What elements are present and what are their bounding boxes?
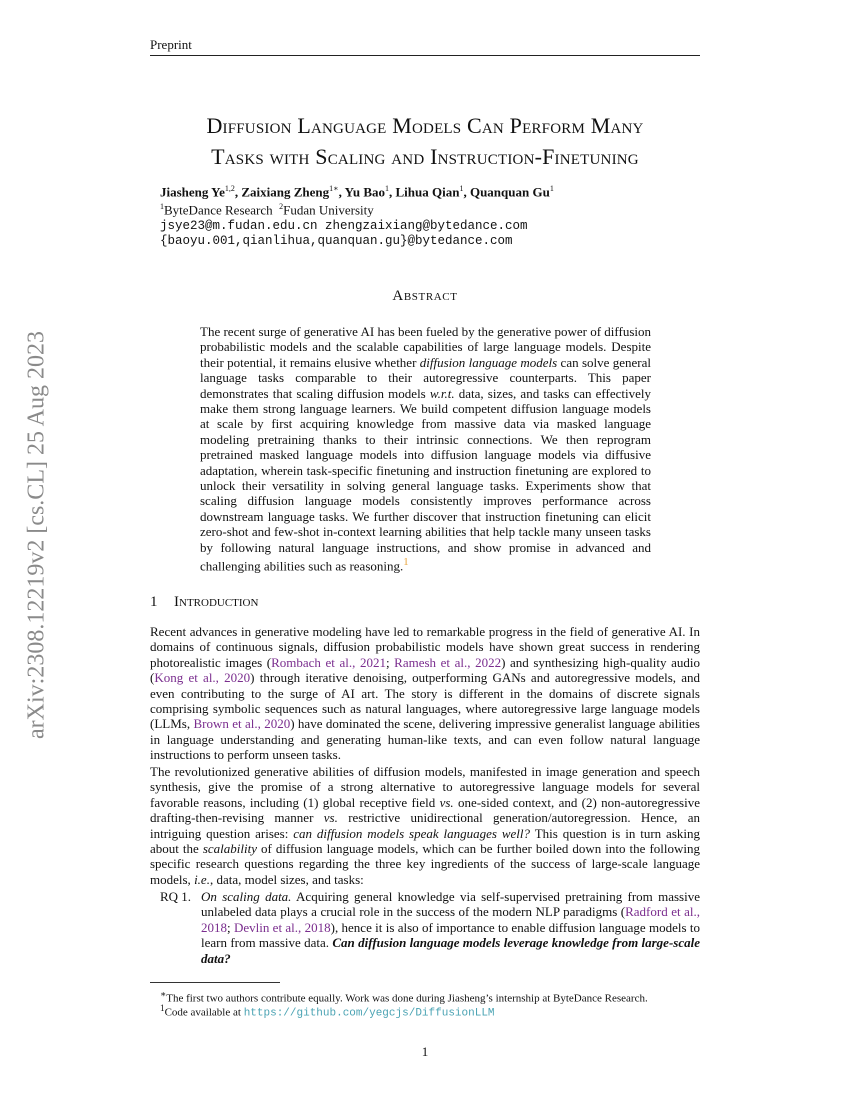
author-emails-line-1[interactable]: jsye23@m.fudan.edu.cn zhengzaixiang@bytedance.com: [160, 219, 528, 233]
author-name: Jiasheng Ye: [160, 184, 225, 200]
intro-paragraph-2: The revolutionized generative abilities of diffusion models, manifested in image generation and speech synthesis, give the promise of a strong alternative to autoregressive language models for several favorable reasons, including (1) global receptive field vs. one-sided context, and (2) non-autoregressive drafting-then-revising manner vs. restrictive unidirectional generation/autoregression. Hence, an intriguing question arises: can diffusion models speak languages well? This question is in turn asking about the scalability of diffusion language models, which can be further boiled down into the following specific research questions regarding the three key ingredients of the success of large-scale language models, i.e., data, model sizes, and tasks:: [150, 764, 701, 887]
footnote-2: $^1$Code available at https://github.com/yegcjs/DiffusionLLM: [160, 1003, 495, 1020]
title-line-1: Diffusion Language Models Can Perform Many: [206, 113, 644, 138]
footnote-1: ∗The first two authors contribute equally. Work was done during Jiasheng’s internship at ByteDance Research.: [160, 989, 648, 1005]
page-number: 1: [421, 1044, 429, 1059]
author-name: Quanquan Gu: [469, 184, 550, 200]
arxiv-watermark: arXiv:2308.12219v2 [cs.CL] 25 Aug 2023: [23, 331, 50, 739]
paper-title: [100, 110, 750, 172]
abstract-heading: Abstract: [392, 288, 458, 304]
footnote-link[interactable]: 1: [403, 556, 409, 569]
citation-link[interactable]: Radford et al., 2018: [201, 904, 700, 935]
citation-link[interactable]: Rombach et al., 2021: [271, 654, 386, 670]
author-name: Lihua Qian: [395, 184, 460, 200]
author-name: Yu Bao: [344, 184, 385, 200]
affiliations: $^1$ByteDance Research $^2$Fudan University: [160, 202, 374, 218]
rq-1-text: On scaling data. Acquiring general knowledge via self-supervised pretraining from massive unlabeled data plays a crucial role in the success of the modern NLP paradigms (Radford et al., 2018; Devlin et al., 2018), hence it is also of importance to enable diffusion language models to learn from massive data. Can diffusion language models leverage knowledge from large-scale data?: [201, 889, 700, 966]
citation-link[interactable]: Kong et al., 2020: [154, 670, 251, 686]
abstract-text: The recent surge of generative AI has been fueled by the generative power of diffusion probabilistic models and the scalable capabilities of large language models. Despite their potential, it remains elusive whether diffusion language models can solve general language tasks comparable to their autoregressive counterparts. This paper demonstrates that scaling diffusion models w.r.t. data, sizes, and tasks can effectively make them strong language learners. We build competent diffusion language models at scale by first acquiring knowledge from massive data via masked language modeling pretraining thanks to their intrinsic connections. We then reprogram pretrained masked language models into diffusion language models via diffusive adaptation, wherein task-specific finetuning and instruction finetuning are explored to unlock their versatility in solving general language tasks. Experiments show that scaling diffusion language models consistently improves performance across downstream language tasks. We further discover that instruction finetuning can elicit zero-shot and few-shot in-context learning abilities that help tackle many unseen tasks by following natural language instructions, and show promise in advanced and challenging abilities such as reasoning.$^1$: [200, 324, 652, 574]
title-line-2: Tasks with Scaling and Instruction-Finetuning: [211, 144, 639, 169]
section-heading: 1 Introduction: [150, 594, 259, 610]
citation-link[interactable]: Devlin et al., 2018: [233, 919, 331, 935]
author-name: Zaixiang Zheng: [241, 184, 330, 200]
code-url-link[interactable]: https://github.com/yegcjs/DiffusionLLM: [243, 1007, 495, 1020]
header-rule: [150, 55, 700, 56]
citation-link[interactable]: Ramesh et al., 2022: [394, 654, 502, 670]
rq-label: RQ 1.: [160, 889, 192, 904]
author-list: Jiasheng Ye$^{1,2}$, Zaixiang Zheng$^{1∗}$, Yu Bao$^1$, Lihua Qian$^1$, Quanquan Gu$^1$: [160, 184, 554, 200]
citation-link[interactable]: Brown et al., 2020: [193, 716, 291, 732]
running-header: Preprint: [150, 37, 192, 52]
footnote-rule: [150, 982, 280, 983]
author-emails-line-2[interactable]: {baoyu.001,qianlihua,quanquan.gu}@bytedance.com: [160, 234, 513, 248]
intro-paragraph-1: Recent advances in generative modeling have led to remarkable progress in the field of generative AI. In domains of continuous signals, diffusion probabilistic models have shown great success in rendering photorealistic images (Rombach et al., 2021; Ramesh et al., 2022) and synthesizing high-quality audio (Kong et al., 2020) through iterative denoising, outperforming GANs and autoregressive models, and even contributing to the surge of AI art. The story is different in the domains of discrete signals comprising symbolic sequences such as natural languages, where autoregressive large language models (LLMs, Brown et al., 2020) have dominated the scene, delivering impressive generalist language abilities in language understanding and generating human-like texts, and can even follow natural language instructions to perform unseen tasks.: [150, 624, 700, 763]
